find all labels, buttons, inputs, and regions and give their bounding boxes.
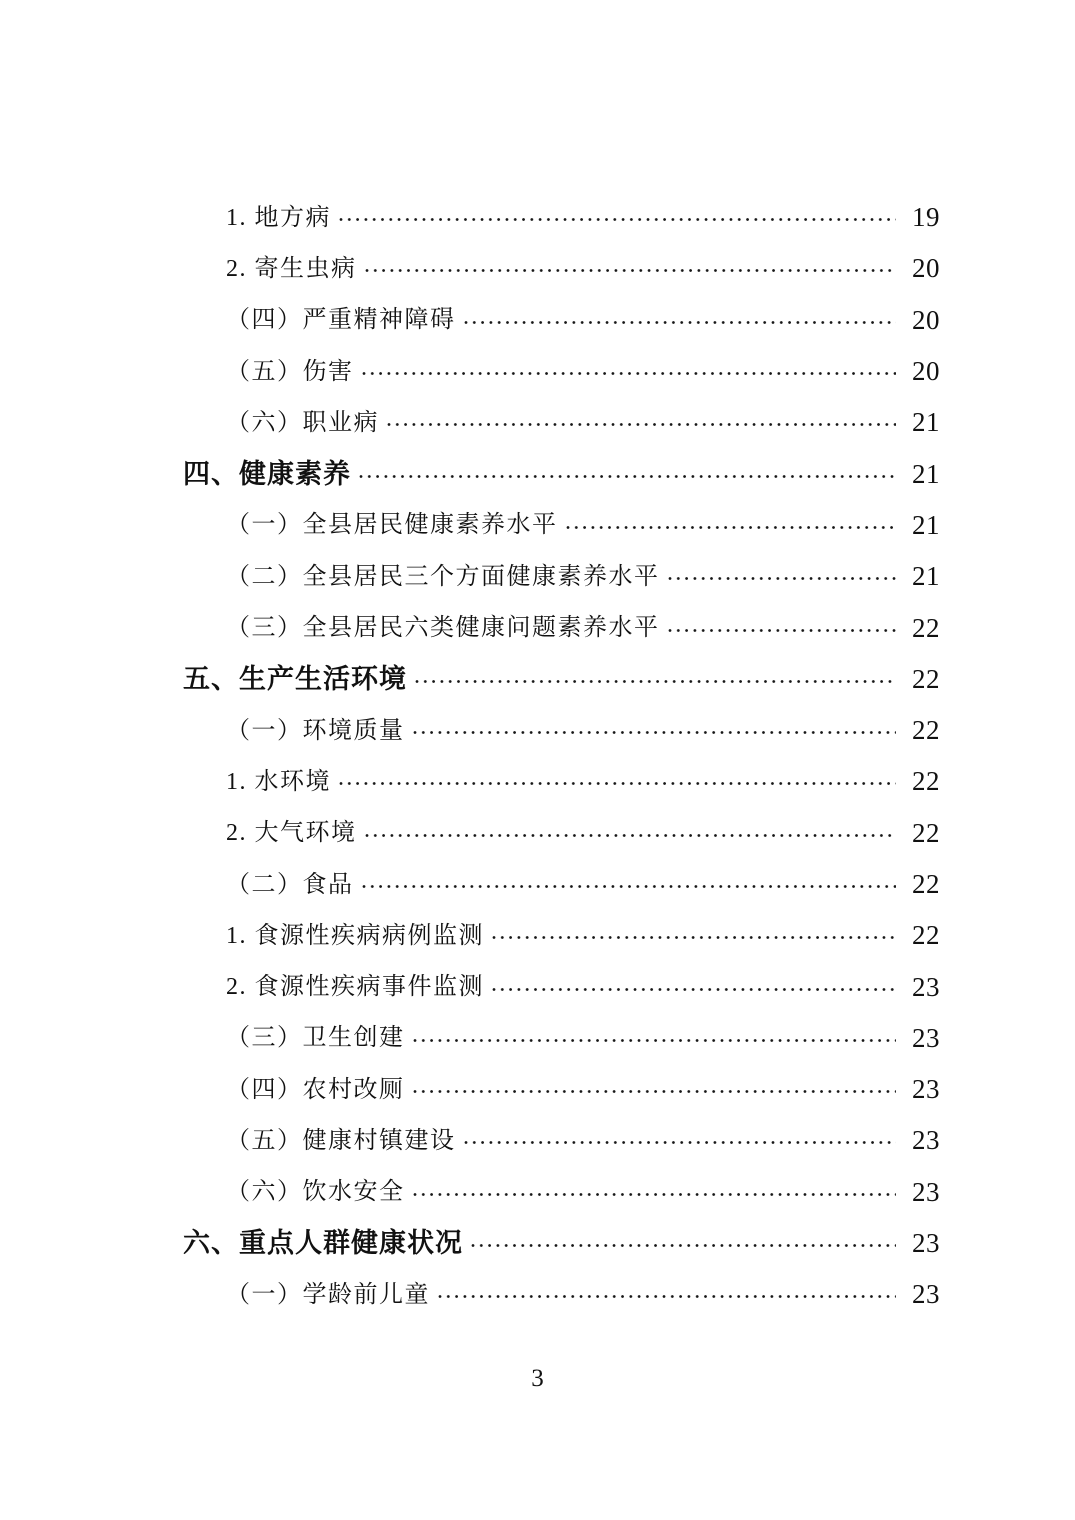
dot-leader: [362, 371, 897, 376]
toc-entry-page: 22: [912, 920, 940, 951]
toc-entry-label: （二）全县居民三个方面健康素养水平: [226, 563, 660, 590]
toc-entry-page: 23: [912, 1228, 940, 1259]
toc-entry: [183, 397, 940, 448]
toc-entry: [183, 756, 940, 807]
toc-entry: [183, 859, 940, 910]
dot-leader: [362, 884, 897, 889]
dot-leader: [415, 679, 896, 684]
toc-entry: [183, 551, 940, 602]
toc-entry: [183, 1269, 940, 1320]
toc-entry-label: （二）食品: [226, 871, 354, 898]
toc-entry-page: 23: [912, 1022, 940, 1053]
toc-entry-label: （一）学龄前儿童: [226, 1281, 430, 1308]
page-number: 3: [531, 1365, 544, 1392]
toc-entry-label: 四、健康素养: [183, 458, 351, 489]
toc-entry-label: （六）饮水安全: [226, 1179, 405, 1206]
dot-leader: [492, 935, 896, 940]
toc-entry: [183, 1013, 940, 1064]
toc-entry-page: 20: [912, 253, 940, 284]
toc-entry-page: 21: [912, 458, 940, 489]
toc-list: [183, 192, 940, 1321]
toc-entry-label: （三）全县居民六类健康问题素养水平: [226, 615, 660, 642]
toc-entry-label: 2. 寄生虫病: [226, 255, 357, 282]
toc-entry-label: 2. 食源性疾病事件监测: [226, 974, 484, 1001]
toc-entry: [183, 602, 940, 653]
toc-entry-page: 22: [912, 869, 940, 899]
toc-entry: [183, 808, 940, 859]
toc-entry-page: 20: [912, 304, 940, 335]
dot-leader: [339, 781, 896, 786]
toc-entry: [183, 1064, 940, 1115]
dot-leader: [668, 576, 897, 581]
dot-leader: [668, 628, 897, 633]
toc-entry-page: 23: [912, 1279, 940, 1310]
dot-leader: [464, 320, 897, 325]
toc-entry: [183, 910, 940, 961]
dot-leader: [413, 730, 897, 735]
dot-leader: [471, 1243, 896, 1248]
toc-entry: [183, 1115, 940, 1166]
toc-entry-label: （四）严重精神障碍: [226, 307, 456, 334]
toc-entry-page: 23: [912, 1125, 940, 1156]
toc-entry: [183, 1218, 940, 1269]
toc-entry-page: 22: [912, 817, 940, 848]
toc-entry-label: （四）农村改厕: [226, 1076, 405, 1103]
toc-entry-label: 六、重点人群健康状况: [183, 1228, 463, 1259]
dot-leader: [413, 1089, 897, 1094]
toc-entry: [183, 961, 940, 1012]
toc-entry-page: 22: [912, 612, 940, 643]
toc-entry: [183, 705, 940, 756]
toc-entry-page: 23: [912, 1176, 940, 1207]
toc-entry-page: 21: [912, 561, 940, 592]
dot-leader: [464, 1140, 897, 1145]
toc-entry-page: 22: [912, 766, 940, 797]
toc-entry-label: （五）健康村镇建设: [226, 1127, 456, 1154]
toc-entry: [183, 1167, 940, 1218]
toc-entry: [183, 346, 940, 397]
toc-entry-page: 22: [912, 715, 940, 746]
dot-leader: [365, 268, 897, 273]
toc-entry-label: （六）职业病: [226, 409, 379, 436]
toc-entry-label: （一）环境质量: [226, 717, 405, 744]
toc-entry: [183, 295, 940, 346]
toc-entry-label: （五）伤害: [226, 358, 354, 385]
toc-entry: [183, 243, 940, 294]
toc-entry: [183, 654, 940, 705]
dot-leader: [492, 987, 896, 992]
dot-leader: [413, 1192, 897, 1197]
dot-leader: [438, 1294, 896, 1299]
toc-entry-label: 1. 水环境: [226, 768, 331, 795]
toc-entry-page: 19: [912, 202, 940, 233]
toc-entry-page: 20: [912, 356, 940, 387]
toc-entry-page: 21: [912, 407, 940, 438]
toc-entry-label: （三）卫生创建: [226, 1025, 405, 1052]
toc-entry-label: 2. 大气环境: [226, 820, 357, 847]
toc-entry-label: 五、生产生活环境: [183, 663, 407, 694]
dot-leader: [359, 474, 896, 479]
toc-entry: [183, 192, 940, 243]
toc-entry-label: 1. 地方病: [226, 204, 331, 231]
toc-entry: [183, 500, 940, 551]
toc-entry-page: 22: [912, 663, 940, 694]
dot-leader: [339, 217, 896, 222]
dot-leader: [387, 422, 896, 427]
dot-leader: [365, 833, 897, 838]
toc-entry-label: （一）全县居民健康素养水平: [226, 512, 558, 539]
toc-entry: [183, 448, 940, 499]
dot-leader: [566, 525, 897, 530]
dot-leader: [413, 1038, 897, 1043]
toc-entry-page: 21: [912, 509, 940, 540]
toc-entry-page: 23: [912, 1074, 940, 1105]
toc-entry-label: 1. 食源性疾病病例监测: [226, 922, 484, 949]
toc-entry-page: 23: [912, 971, 940, 1002]
